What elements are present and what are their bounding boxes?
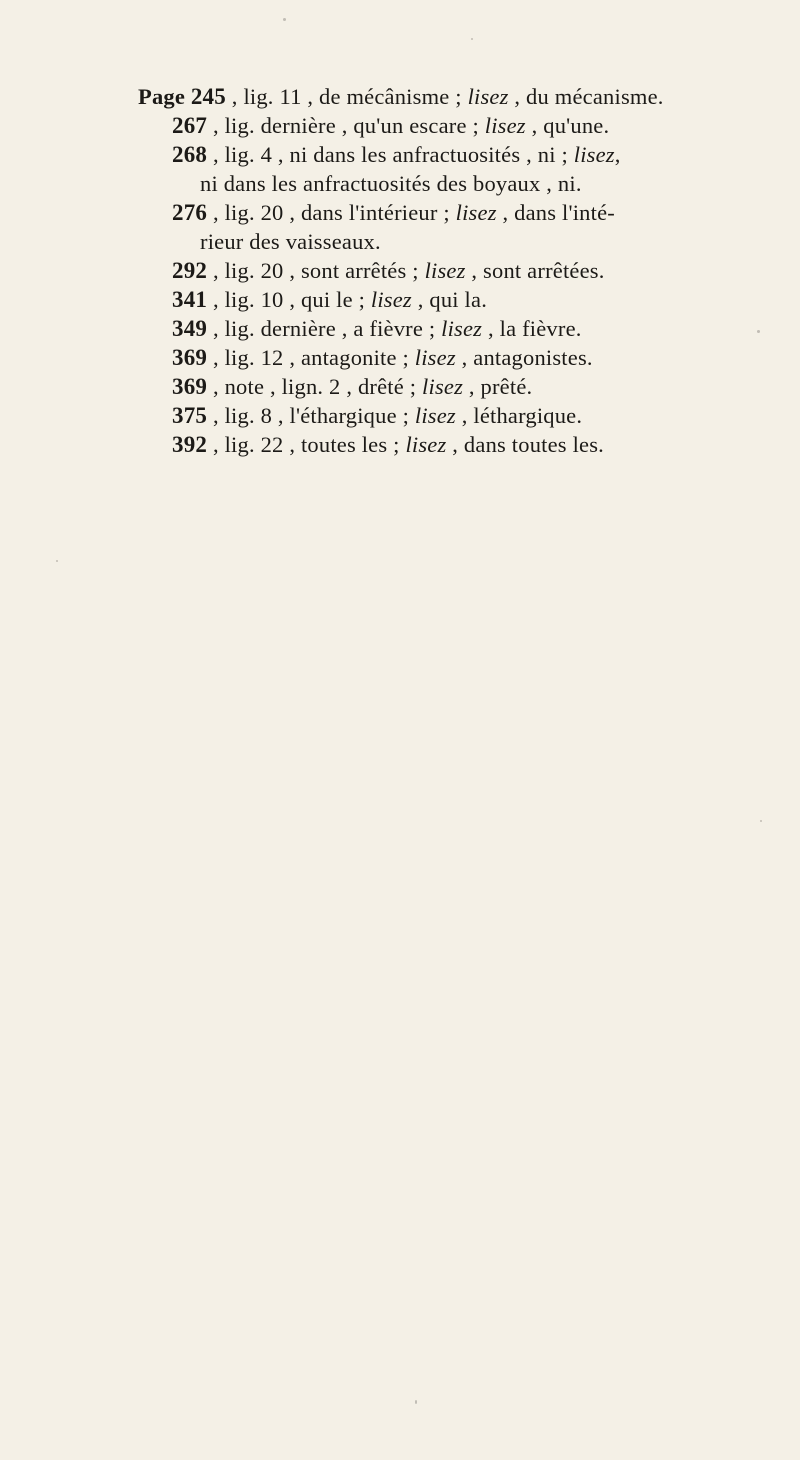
errata-entry-349 (138, 314, 788, 343)
paper-speck (760, 820, 762, 822)
errata-correction-text: , qui la. (411, 287, 488, 312)
page-label: Page (138, 84, 186, 109)
errata-line (172, 314, 788, 343)
paper-speck (415, 1400, 417, 1404)
errata-line (172, 401, 788, 430)
errata-entry-341 (138, 285, 788, 314)
lisez-word: lisez (424, 258, 466, 283)
errata-entry-392 (138, 430, 788, 459)
errata-error-text: , lig. 20 , dans l'intérieur ; (212, 200, 456, 225)
lisez-word: lisez (405, 432, 447, 457)
errata-correction-text: , (614, 142, 621, 167)
errata-correction-text: , prêté. (463, 374, 533, 399)
errata-entry-369-a (138, 343, 788, 372)
page-number: 392 (172, 432, 208, 457)
paper-speck (757, 330, 760, 333)
page-number: 369 (172, 345, 208, 370)
errata-correction-text: , léthargique. (455, 403, 583, 428)
lisez-word: lisez (467, 84, 509, 109)
paper-speck (471, 38, 473, 40)
lisez-word: lisez (573, 142, 615, 167)
errata-entry-276 (138, 198, 788, 256)
errata-entry-245 (138, 82, 788, 111)
errata-correction-text: , qu'une. (525, 113, 610, 138)
errata-error-text: , lig. 11 , de mécânisme ; (231, 84, 468, 109)
errata-correction-text: , du mécanisme. (508, 84, 664, 109)
errata-correction-text: , la fièvre. (482, 316, 582, 341)
errata-line (172, 111, 788, 140)
page-number: 375 (172, 403, 208, 428)
errata-correction-text: , antagonistes. (455, 345, 593, 370)
paper-speck (56, 560, 58, 562)
errata-line (138, 82, 788, 111)
page-number: 341 (172, 287, 208, 312)
errata-error-text: , lig. 8 , l'éthargique ; (212, 403, 415, 428)
errata-entry-375 (138, 401, 788, 430)
lisez-word: lisez (422, 374, 464, 399)
errata-entry-268 (138, 140, 788, 198)
errata-entry-267 (138, 111, 788, 140)
errata-line (172, 256, 788, 285)
lisez-word: lisez (455, 200, 497, 225)
errata-error-text: , lig. dernière , qu'un escare ; (212, 113, 485, 138)
errata-error-text: , lig. 22 , toutes les ; (212, 432, 406, 457)
errata-continuation: rieur des vaisseaux. (200, 229, 381, 254)
lisez-word: lisez (441, 316, 483, 341)
errata-correction-text: , dans toutes les. (446, 432, 604, 457)
page-number: 245 (190, 84, 226, 109)
errata-line (172, 140, 788, 169)
page-number: 292 (172, 258, 208, 283)
errata-correction-text: , dans l'inté- (496, 200, 615, 225)
page-number: 268 (172, 142, 208, 167)
errata-error-text: , lig. 12 , antagonite ; (212, 345, 415, 370)
errata-line (172, 198, 788, 227)
lisez-word: lisez (414, 345, 456, 370)
page-number: 267 (172, 113, 208, 138)
errata-list (138, 82, 788, 459)
errata-continuation: ni dans les anfractuosités des boyaux , ni. (200, 171, 582, 196)
errata-correction-text: , sont arrêtées. (465, 258, 605, 283)
errata-error-text: , lig. 4 , ni dans les anfractuosités , ni ; (212, 142, 574, 167)
page-number: 369 (172, 374, 208, 399)
page-number: 349 (172, 316, 208, 341)
errata-line (172, 372, 788, 401)
errata-line (172, 343, 788, 372)
paper-speck (283, 18, 286, 21)
lisez-word: lisez (370, 287, 412, 312)
lisez-word: lisez (414, 403, 456, 428)
errata-error-text: , lig. dernière , a fièvre ; (212, 316, 442, 341)
errata-line (172, 430, 788, 459)
page-number: 276 (172, 200, 208, 225)
errata-error-text: , lig. 20 , sont arrêtés ; (212, 258, 425, 283)
lisez-word: lisez (484, 113, 526, 138)
errata-error-text: , lig. 10 , qui le ; (212, 287, 371, 312)
errata-entry-292 (138, 256, 788, 285)
errata-line (172, 285, 788, 314)
errata-error-text: , note , lign. 2 , drêté ; (212, 374, 423, 399)
errata-entry-369-b (138, 372, 788, 401)
